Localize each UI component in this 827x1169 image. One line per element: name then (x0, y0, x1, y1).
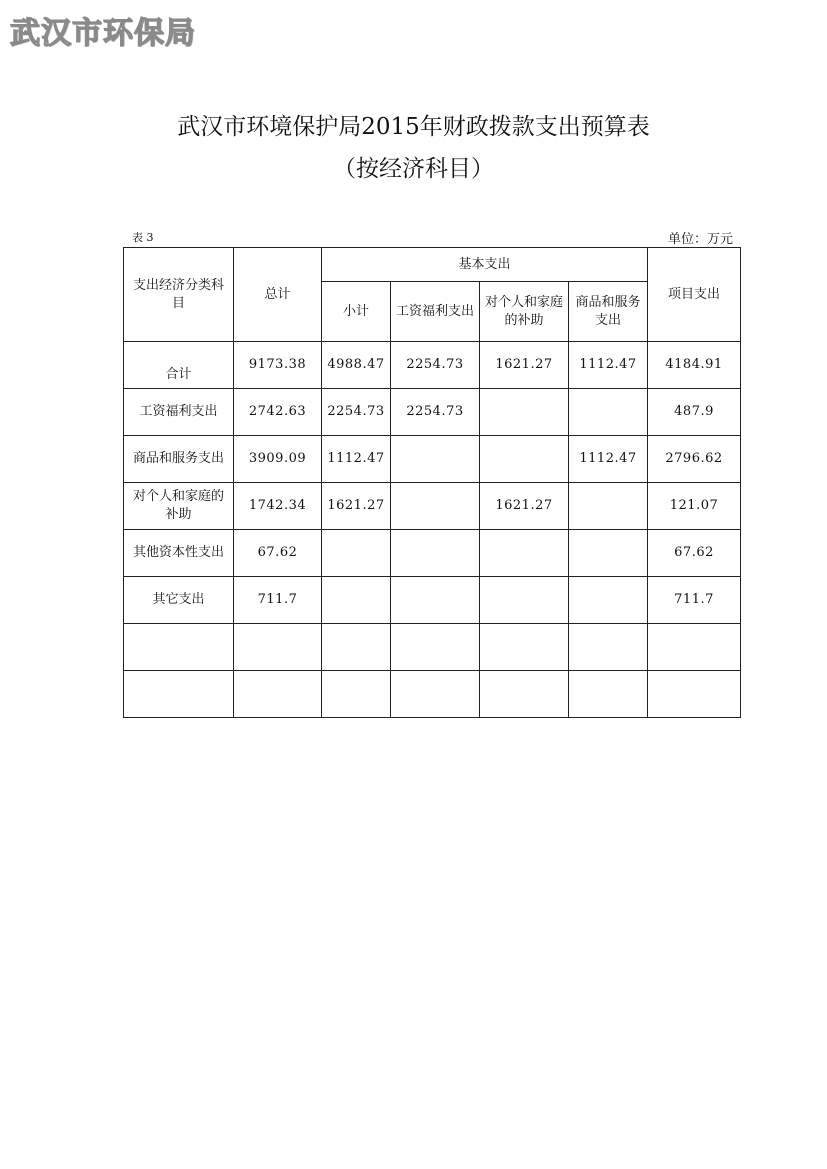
cell-goods (569, 671, 648, 718)
cell-total (234, 624, 322, 671)
header-goods: 商品和服务支出 (569, 282, 648, 342)
watermark-logo: 武汉市环保局 (10, 16, 196, 51)
header-personal: 对个人和家庭的补助 (480, 282, 569, 342)
header-total: 总计 (234, 248, 322, 342)
header-category: 支出经济分类科目 (124, 248, 234, 342)
table-row (124, 577, 741, 624)
cell-total: 1742.34 (234, 483, 322, 530)
cell-total: 9173.38 (234, 342, 322, 389)
row-label (124, 671, 234, 718)
cell-wages (391, 577, 480, 624)
cell-project: 4184.91 (648, 342, 741, 389)
cell-goods (569, 624, 648, 671)
cell-project: 2796.62 (648, 436, 741, 483)
table-number: 表 3 (132, 231, 154, 244)
row-label: 对个人和家庭的补助 (124, 483, 234, 530)
cell-subtotal (322, 530, 391, 577)
budget-table (123, 247, 741, 718)
table-row (124, 342, 741, 389)
cell-wages (391, 671, 480, 718)
cell-wages: 2254.73 (391, 342, 480, 389)
cell-project (648, 624, 741, 671)
row-label: 其他资本性支出 (124, 530, 234, 577)
cell-personal: 1621.27 (480, 483, 569, 530)
cell-goods (569, 577, 648, 624)
row-label: 其它支出 (124, 577, 234, 624)
cell-personal (480, 530, 569, 577)
cell-subtotal (322, 624, 391, 671)
header-row-1 (124, 248, 741, 282)
cell-project (648, 671, 741, 718)
unit-label: 单位：万元 (667, 232, 733, 247)
cell-total (234, 671, 322, 718)
cell-total: 67.62 (234, 530, 322, 577)
cell-goods (569, 389, 648, 436)
row-label (124, 624, 234, 671)
document-subtitle: （按经济科目） (333, 156, 494, 182)
table-row (124, 624, 741, 671)
cell-subtotal: 1621.27 (322, 483, 391, 530)
table-row (124, 483, 741, 530)
cell-goods (569, 530, 648, 577)
cell-goods: 1112.47 (569, 436, 648, 483)
row-label: 合计 (124, 342, 234, 389)
table-row (124, 389, 741, 436)
cell-personal (480, 577, 569, 624)
cell-subtotal: 1112.47 (322, 436, 391, 483)
cell-personal (480, 436, 569, 483)
cell-personal (480, 671, 569, 718)
cell-personal: 1621.27 (480, 342, 569, 389)
cell-subtotal (322, 577, 391, 624)
table-row (124, 671, 741, 718)
cell-total: 3909.09 (234, 436, 322, 483)
cell-wages (391, 530, 480, 577)
cell-project: 711.7 (648, 577, 741, 624)
cell-wages (391, 483, 480, 530)
header-subtotal: 小计 (322, 282, 391, 342)
header-basic: 基本支出 (322, 248, 648, 282)
cell-subtotal: 4988.47 (322, 342, 391, 389)
cell-wages (391, 624, 480, 671)
row-label: 商品和服务支出 (124, 436, 234, 483)
header-project: 项目支出 (648, 248, 741, 342)
cell-subtotal: 2254.73 (322, 389, 391, 436)
cell-personal (480, 389, 569, 436)
table-row (124, 530, 741, 577)
row-label: 工资福利支出 (124, 389, 234, 436)
cell-goods: 1112.47 (569, 342, 648, 389)
document-title: 武汉市环境保护局2015年财政拨款支出预算表 (177, 114, 650, 140)
cell-project: 67.62 (648, 530, 741, 577)
cell-project: 121.07 (648, 483, 741, 530)
table-row (124, 436, 741, 483)
cell-project: 487.9 (648, 389, 741, 436)
cell-subtotal (322, 671, 391, 718)
header-wages: 工资福利支出 (391, 282, 480, 342)
cell-wages (391, 436, 480, 483)
cell-total: 711.7 (234, 577, 322, 624)
cell-wages: 2254.73 (391, 389, 480, 436)
cell-total: 2742.63 (234, 389, 322, 436)
cell-personal (480, 624, 569, 671)
cell-goods (569, 483, 648, 530)
